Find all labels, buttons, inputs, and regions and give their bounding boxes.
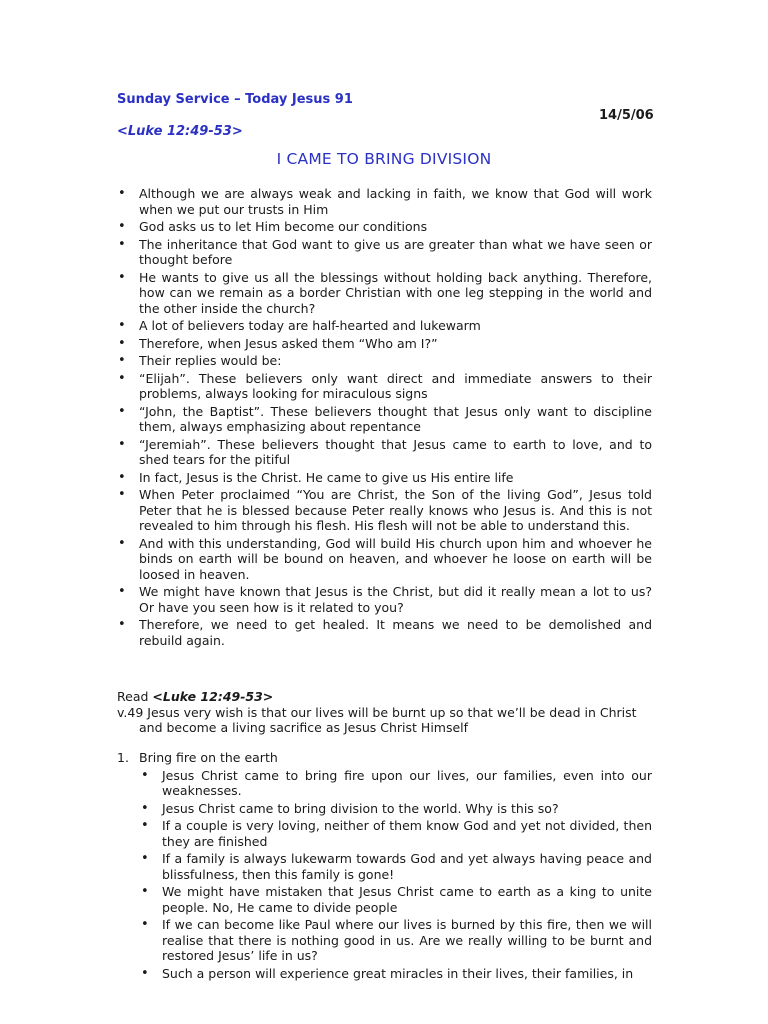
- list-item: • Jesus Christ came to bring fire upon our lives, our families, even into our weaknesses.: [139, 768, 652, 799]
- service-title: Sunday Service – Today Jesus 91: [117, 92, 353, 107]
- main-bullet-list: [117, 186, 652, 650]
- list-item: • In fact, Jesus is the Christ. He came to give us His entire life: [117, 470, 652, 486]
- numbered-section-1: [117, 750, 657, 983]
- read-reference: <Luke 12:49-53>: [152, 689, 274, 704]
- verse-text: v.49 Jesus very wish is that our lives will be burnt up so that we’ll be dead in Christ and become a living sacrifice as Jesus Christ Himself: [117, 704, 637, 735]
- list-item: • Therefore, we need to get healed. It means we need to be demolished and rebuild again.: [117, 617, 652, 648]
- date: 14/5/06: [599, 108, 654, 123]
- list-item: • We might have known that Jesus is the Christ, but did it really mean a lot to us? Or have you seen how is it related to you?: [117, 584, 652, 615]
- read-prefix: Read: [117, 689, 153, 704]
- list-item: • And with this understanding, God will build His church upon him and whoever he binds on earth will be bound on heaven, and whoever he loose on earth will be loosed in heaven.: [117, 536, 652, 583]
- list-item: • “Jeremiah”. These believers thought that Jesus came to earth to love, and to shed tears for the pitiful: [117, 437, 652, 468]
- section-number: 1.: [117, 750, 129, 765]
- list-item: • The inheritance that God want to give us are greater than what we have seen or thought before: [117, 237, 652, 268]
- list-item: • “Elijah”. These believers only want direct and immediate answers to their problems, always looking for miraculous signs: [117, 371, 652, 402]
- list-item: • If a family is always lukewarm towards God and yet always having peace and blissfulness, then this family is gone!: [139, 851, 652, 882]
- list-item: • God asks us to let Him become our conditions: [117, 219, 652, 235]
- list-item: • “John, the Baptist”. These believers thought that Jesus only want to discipline them, always emphasizing about repentance: [117, 404, 652, 435]
- sub-bullet-list: [139, 768, 652, 982]
- scripture-reference: <Luke 12:49-53>: [117, 124, 243, 139]
- list-item: • A lot of believers today are half-hearted and lukewarm: [117, 318, 652, 334]
- read-line: [117, 689, 657, 705]
- read-section: [117, 689, 657, 736]
- list-item: • Their replies would be:: [117, 353, 652, 369]
- list-item: • If we can become like Paul where our lives is burned by this fire, then we will realise that there is nothing good in us. Are we really willing to be burnt and restored Jesus’ life in us?: [139, 917, 652, 964]
- list-item: • Although we are always weak and lacking in faith, we know that God will work when we put our trusts in Him: [117, 186, 652, 217]
- list-item: • We might have mistaken that Jesus Christ came to earth as a king to unite people. No, He came to divide people: [139, 884, 652, 915]
- list-item: • Therefore, when Jesus asked them “Who am I?”: [117, 336, 652, 352]
- list-item: • Such a person will experience great miracles in their lives, their families, in: [139, 966, 652, 982]
- list-item: • He wants to give us all the blessings without holding back anything. Therefore, how can we remain as a border Christian with one leg stepping in the world and the other inside the church?: [117, 270, 652, 317]
- section-heading-text: Bring fire on the earth: [139, 750, 278, 765]
- list-item: • Jesus Christ came to bring division to the world. Why is this so?: [139, 801, 652, 817]
- sermon-title: I CAME TO BRING DIVISION: [276, 150, 492, 168]
- list-item: • When Peter proclaimed “You are Christ, the Son of the living God”, Jesus told Peter that he is blessed because Peter really knows who Jesus is. And this is not revealed to him through his flesh. His flesh will not be able to understand this.: [117, 487, 652, 534]
- list-item: • If a couple is very loving, neither of them know God and yet not divided, then they are finished: [139, 818, 652, 849]
- section-heading: [117, 750, 657, 766]
